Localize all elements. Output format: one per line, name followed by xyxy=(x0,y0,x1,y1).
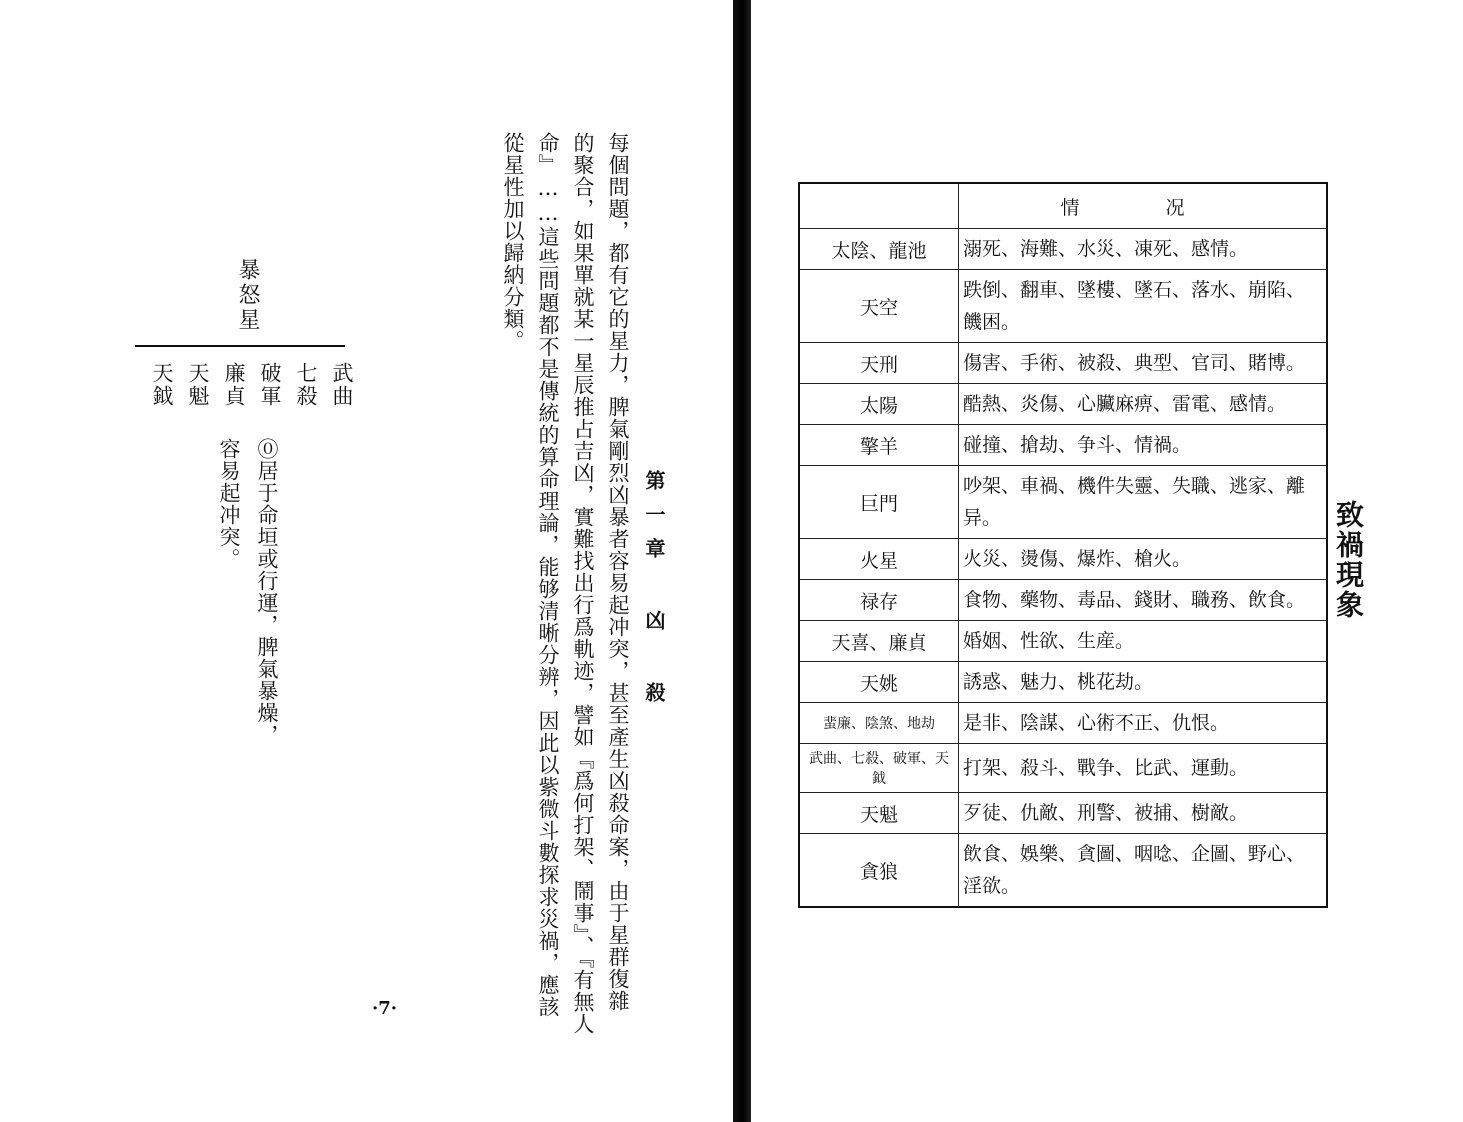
table-row xyxy=(799,425,1327,466)
effect-cell: 吵架、車禍、機件失靈、失職、逃家、離异。 xyxy=(959,466,1328,539)
star-cell: 太陽 xyxy=(799,384,959,425)
star-cell: 武曲、七殺、破軍、天鉞 xyxy=(799,744,959,793)
table-row xyxy=(799,229,1327,270)
table-row xyxy=(799,744,1327,793)
table-row xyxy=(799,539,1327,580)
table-header-row xyxy=(799,183,1327,229)
header-effect-cell: 情 况 xyxy=(959,183,1328,229)
effect-cell: 飲食、娛樂、貪圖、咽唸、企圖、野心、淫欲。 xyxy=(959,834,1328,908)
star-group-list xyxy=(145,362,355,422)
paragraph-column: 從星性加以歸納分類。 xyxy=(501,132,525,352)
effect-cell: 歹徒、仇敵、刑警、被捕、樹敵。 xyxy=(959,793,1328,834)
effect-cell: 跌倒、翻車、墜樓、墜石、落水、崩陷、饑困。 xyxy=(959,270,1328,343)
star-group-title: 暴怒星 xyxy=(235,258,260,333)
star-cell: 禄存 xyxy=(799,580,959,621)
table-row xyxy=(799,621,1327,662)
paragraph-column: 每個問題，都有它的星力，脾氣剛烈凶暴者容易起冲突，甚至產生凶殺命案，由于星群復雜 xyxy=(606,132,630,1012)
effect-cell: 打架、殺斗、戰争、比武、運動。 xyxy=(959,744,1328,793)
page-number: ·7· xyxy=(372,998,398,1019)
book-gutter xyxy=(733,0,751,1122)
star-cell: 天魁 xyxy=(799,793,959,834)
chapter-heading: 第一章 凶 殺 xyxy=(642,470,666,716)
description-column: 容易起冲突。 xyxy=(217,438,241,570)
star-cell: 蜚廉、陰煞、地劫 xyxy=(799,703,959,744)
table-row xyxy=(799,662,1327,703)
star-name: 七殺 xyxy=(294,362,318,408)
effect-cell: 誘惑、魅力、桃花劫。 xyxy=(959,662,1328,703)
star-group-rule xyxy=(135,345,345,347)
disaster-table xyxy=(798,182,1328,908)
star-cell: 天空 xyxy=(799,270,959,343)
table-row xyxy=(799,580,1327,621)
effect-cell: 碰撞、搶劫、争斗、情禍。 xyxy=(959,425,1328,466)
star-name: 武曲 xyxy=(330,362,354,408)
star-cell: 太陰、龍池 xyxy=(799,229,959,270)
star-cell: 火星 xyxy=(799,539,959,580)
table-row xyxy=(799,834,1327,908)
star-name: 天鉞 xyxy=(150,362,174,408)
section-side-title: 致禍現象 xyxy=(1332,500,1365,620)
star-name: 廉貞 xyxy=(222,362,246,408)
effect-cell: 婚姻、性欲、生産。 xyxy=(959,621,1328,662)
table-row xyxy=(799,793,1327,834)
table-row xyxy=(799,270,1327,343)
intro-paragraph xyxy=(495,132,635,1035)
table-row xyxy=(799,703,1327,744)
star-cell: 天喜、廉貞 xyxy=(799,621,959,662)
header-star-cell xyxy=(799,183,959,229)
effect-cell: 傷害、手術、被殺、典型、官司、賭博。 xyxy=(959,343,1328,384)
star-name: 破軍 xyxy=(258,362,282,408)
effect-cell: 食物、藥物、毒品、錢財、職務、飲食。 xyxy=(959,580,1328,621)
star-name: 天魁 xyxy=(186,362,210,408)
paragraph-column: 命』……這些問題都不是傳統的算命理論，能够清晰分辨，因此以紫微斗數探求災禍，應該 xyxy=(536,132,560,1018)
star-cell: 天姚 xyxy=(799,662,959,703)
right-page xyxy=(760,0,1463,1122)
effect-cell: 是非、陰謀、心術不正、仇恨。 xyxy=(959,703,1328,744)
table-row xyxy=(799,343,1327,384)
star-cell: 巨門 xyxy=(799,466,959,539)
table-row xyxy=(799,384,1327,425)
star-cell: 貪狼 xyxy=(799,834,959,908)
star-cell: 天刑 xyxy=(799,343,959,384)
description-column: ⓪居于命垣或行運，脾氣暴燥， xyxy=(255,438,279,746)
star-cell: 擎羊 xyxy=(799,425,959,466)
effect-cell: 酷熱、炎傷、心臟麻痹、雷電、感情。 xyxy=(959,384,1328,425)
table-row xyxy=(799,466,1327,539)
table-body xyxy=(799,229,1327,908)
effect-cell: 火災、燙傷、爆炸、槍火。 xyxy=(959,539,1328,580)
effect-cell: 溺死、海難、水災、凍死、感情。 xyxy=(959,229,1328,270)
paragraph-column: 的聚合，如果單就某一星辰推占吉凶，實難找出行爲軌迹，譬如『爲何打架、鬧事』、『有無人 xyxy=(571,132,595,1035)
star-group-description xyxy=(210,438,286,746)
